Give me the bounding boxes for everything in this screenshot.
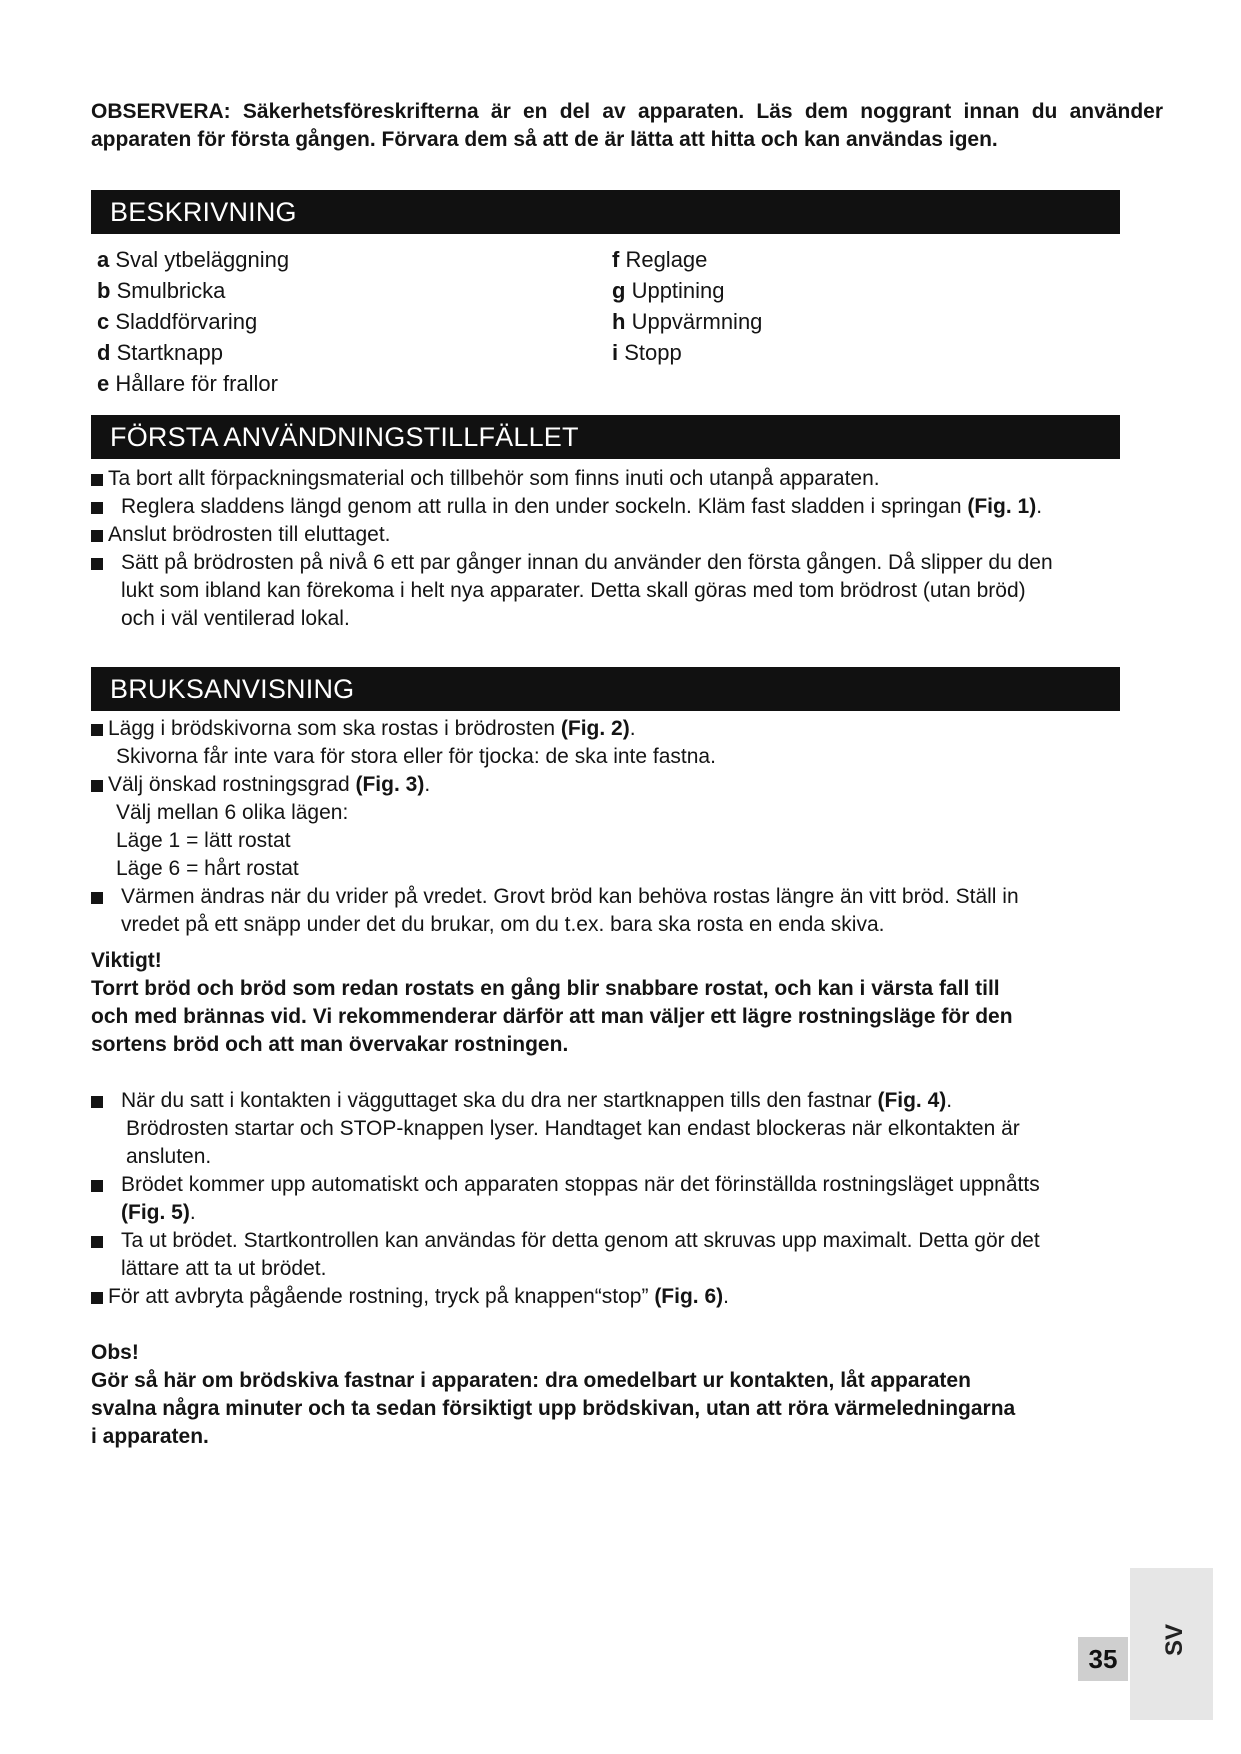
bullet-item: Sätt på brödrosten på nivå 6 ett par gånger innan du använder den första gången. Då slipper du den lukt som ibland kan förekoma i helt nya apparater. Detta skall göras med tom brödrost (utan bröd) och i väl ventilerad lokal. — [91, 549, 1163, 633]
page-content — [91, 98, 1163, 1451]
important-body: Torrt bröd och bröd som redan rostats en gång blir snabbare rostat, och kan i värsta fall till och med brännas vid. Vi rekommenderar därför att man väljer ett lägre rostningsläge för den sortens bröd och att man övervakar rostningen. — [91, 977, 1013, 1056]
intro-notice: OBSERVERA: Säkerhetsföreskrifterna är en del av apparaten. Läs dem noggrant innan du använder apparaten för första gången. Förvara dem så att de är lätta att hitta och kan användas igen. — [91, 100, 1163, 151]
description-item: c Sladdförvaring — [97, 309, 258, 334]
language-label: SV — [1161, 1624, 1188, 1657]
bullet-subtext: Läge 1 = lätt rostat — [116, 829, 291, 852]
square-bullet-icon — [91, 1292, 103, 1304]
description-list — [91, 244, 1163, 399]
description-col-right — [606, 244, 1121, 399]
description-item: e Hållare för frallor — [97, 371, 278, 396]
bullet-item: Brödet kommer upp automatiskt och apparaten stoppas när det förinställda rostningsläget uppnåtts (Fig. 5). — [91, 1171, 1163, 1227]
description-col-left — [91, 244, 606, 399]
description-item: g Upptining — [612, 278, 725, 303]
description-item: i Stopp — [612, 340, 682, 365]
bullet-item: Lägg i brödskivorna som ska rostas i brödrosten (Fig. 2). — [91, 715, 1163, 743]
section-bruk — [91, 667, 1163, 1451]
obs-title: Obs! — [91, 1341, 139, 1364]
description-item: a Sval ytbeläggning — [97, 247, 290, 272]
section-header-bruk: BRUKSANVISNING — [91, 667, 1120, 711]
section-forsta — [91, 415, 1163, 633]
section-beskrivning — [91, 190, 1163, 399]
bullet-item: För att avbryta pågående rostning, tryck på knappen“stop” (Fig. 6). — [91, 1283, 1163, 1311]
bullet-item: Värmen ändras när du vrider på vredet. Grovt bröd kan behöva rostas längre än vitt bröd. Ställ in vredet på ett snäpp under det du brukar, om du t.ex. bara ska rosta en enda skiva. — [91, 883, 1163, 939]
section-header-beskrivning: BESKRIVNING — [91, 190, 1120, 234]
bullet-item: Reglera sladdens längd genom att rulla in den under sockeln. Kläm fast sladden i springan (Fig. 1). — [91, 493, 1163, 521]
bullet-item: Välj önskad rostningsgrad (Fig. 3). — [91, 771, 1163, 799]
important-title: Viktigt! — [91, 949, 162, 972]
square-bullet-icon — [91, 530, 103, 542]
square-bullet-icon — [91, 724, 103, 736]
obs-body: Gör så här om brödskiva fastnar i apparaten: dra omedelbart ur kontakten, låt apparaten svalna några minuter och ta sedan försiktigt upp brödskivan, utan att röra värmeledningarna i apparaten. — [91, 1369, 1016, 1448]
bullet-subtext: Läge 6 = hårt rostat — [116, 857, 299, 880]
bullet-item: Anslut brödrosten till eluttaget. — [91, 521, 1163, 549]
square-bullet-icon — [91, 1236, 103, 1248]
bullet-item: Ta bort allt förpackningsmaterial och tillbehör som finns inuti och utanpå apparaten. — [91, 465, 1163, 493]
bullet-subtext: Skivorna får inte vara för stora eller för tjocka: de ska inte fastna. — [116, 745, 716, 768]
description-item: h Uppvärmning — [612, 309, 763, 334]
bullet-item: När du satt i kontakten i vägguttaget ska du dra ner startknappen tills den fastnar (Fig. 4). Brödrosten startar och STOP-knappen lyser. Handtaget kan endast blockeras när elkontakten är ansluten. — [91, 1087, 1163, 1171]
square-bullet-icon — [91, 558, 103, 570]
square-bullet-icon — [91, 1096, 103, 1108]
square-bullet-icon — [91, 502, 103, 514]
bullet-item: Ta ut brödet. Startkontrollen kan användas för detta genom att skruvas upp maximalt. Detta gör det lättare att ta ut brödet. — [91, 1227, 1163, 1283]
description-item: d Startknapp — [97, 340, 223, 365]
description-item: b Smulbricka — [97, 278, 226, 303]
square-bullet-icon — [91, 892, 103, 904]
page-number: 35 — [1078, 1637, 1128, 1681]
bullet-subtext: Välj mellan 6 olika lägen: — [116, 801, 349, 824]
description-item: f Reglage — [612, 247, 708, 272]
square-bullet-icon — [91, 780, 103, 792]
square-bullet-icon — [91, 1180, 103, 1192]
square-bullet-icon — [91, 474, 103, 486]
section-header-forsta: FÖRSTA ANVÄNDNINGSTILLFÄLLET — [91, 415, 1120, 459]
